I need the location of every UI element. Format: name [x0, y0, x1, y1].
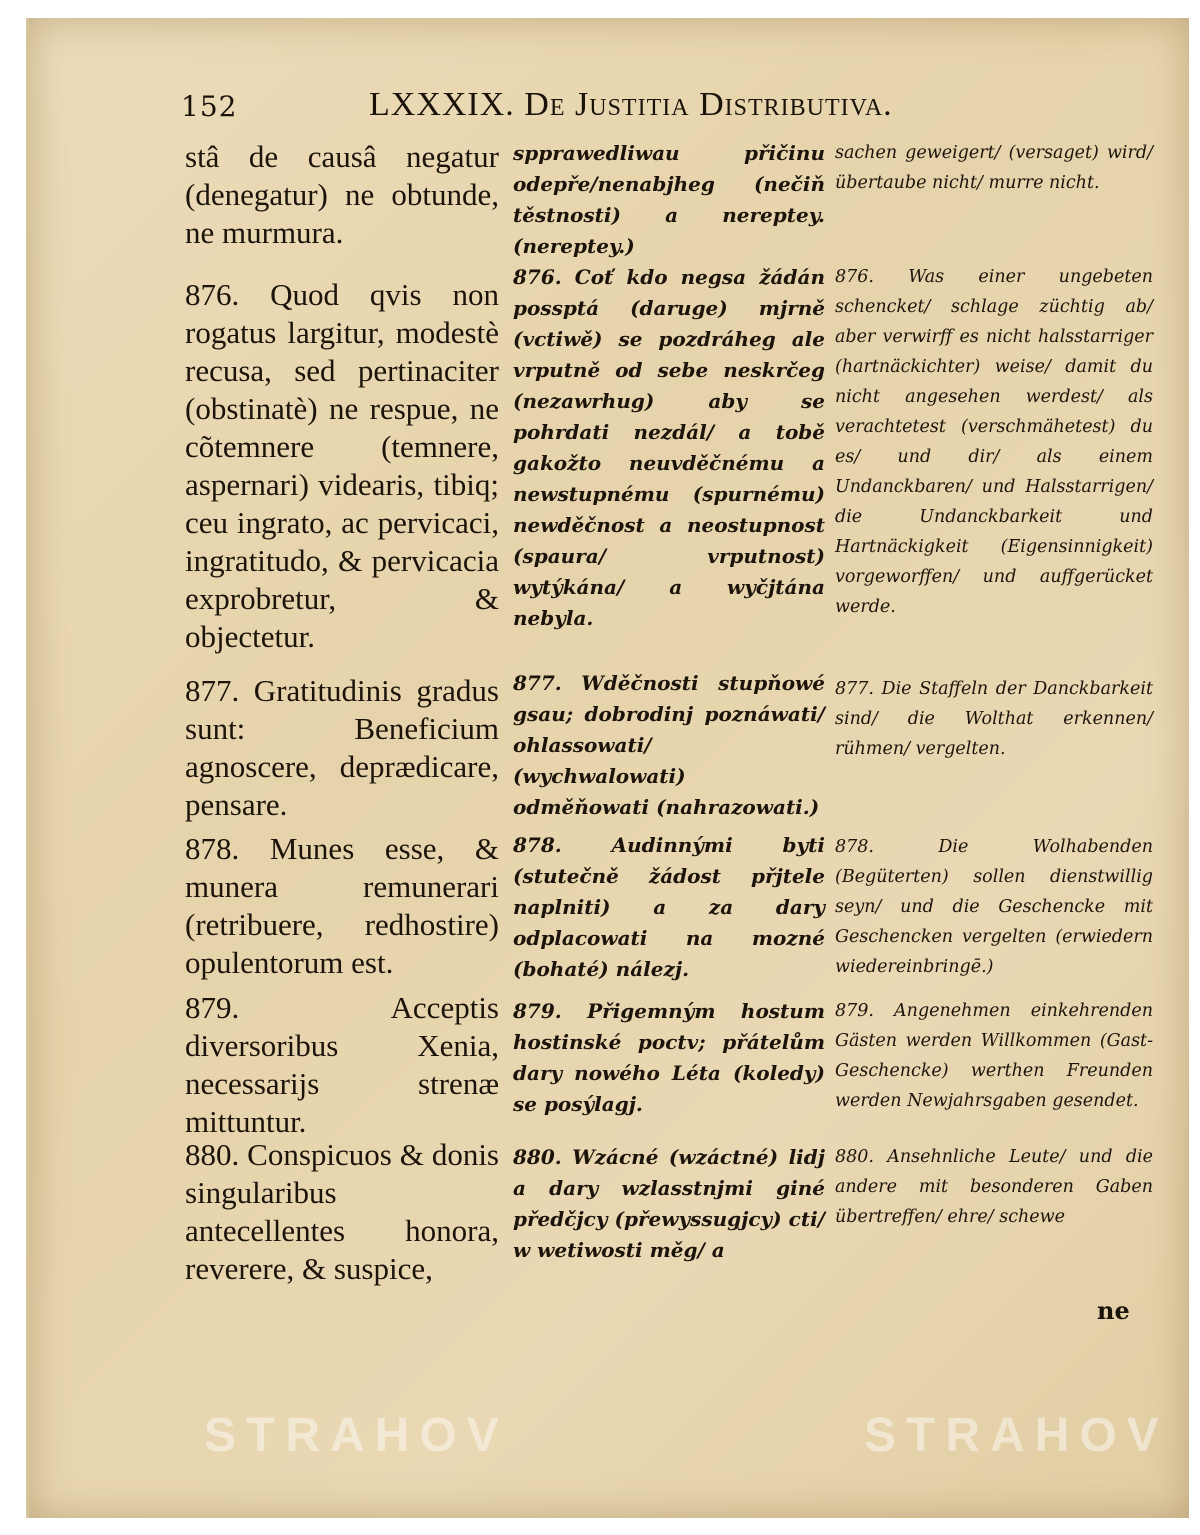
czech-878: 878. Audinnými byti (stutečně žádost přjtele naplniti) a za dary odplacowati na mozné (bohaté) nálezj. — [513, 833, 825, 981]
latin-879: 879. Acceptis diversoribus Xenia, necessarijs strenæ mittuntur. — [185, 990, 499, 1139]
czech-877: 877. Wděčnosti stupňowé gsau; dobrodinj poznáwati/ ohlassowati/ (wychwalowati) odměňowati (nahrazowati.) — [513, 671, 825, 819]
czech-880: 880. Wzácné (wzáctné) lidj a dary wzlasstnjmi giné předčjcy (přewyssugjcy) cti/ w wetiwosti měg/ a — [513, 1145, 825, 1262]
german-876: 876. Was einer ungebeten schencket/ schlage züchtig ab/ aber verwirff es nicht halsstarriger (hartnäckichter) weise/ damit du nicht angesehen werdest/ als verachtetest (verschmähetest) du es/ und dir/ als einem Undanckbaren/ und Halsstarrigen/ die Undanckbarkeit und Hartnäckigkeit (Eigensinnigkeit) vorgeworffen/ und auffgerücket werde. — [835, 267, 1153, 617]
latin-875-continued: stâ de causâ negatur (denegatur) ne obtunde, ne murmura. — [185, 139, 499, 250]
page-header — [29, 86, 1189, 140]
czech-876: 876. Coť kdo negsa žádán possptá (daruge) mjrně (vctiwě) se pozdráheg ale vrputně od sebe neskrčeg (nezawrhug) aby se pohrdati nezdál/ a tobě gakožto neuvděčnému a newstupnému (spurnému) newděčnost a neostupnost (spaura/ vrputnost) wytýkána/ a wyčjtána nebyla. — [513, 265, 825, 630]
german-877: 877. Die Staffeln der Danckbarkeit sind/ die Wolthat erkennen/ rühmen/ vergelten. — [835, 679, 1153, 759]
czech-875-continued: spprawedliwau přičinu odepře/nenabjheg (nečiň těstnosti) a nereptey. (nereptey.) — [513, 141, 825, 258]
latin-876: 876. Quod qvis non rogatus largitur, modestè recusa, sed pertinaciter (obstinatè) ne respue, ne cõtemnere (temnere, aspernari) videaris, tibiq; ceu ingrato, ac pervicaci, ingratitudo, & pervicacia exprobretur, & objectetur. — [185, 277, 499, 654]
latin-878: 878. Munes esse, & munera remunerari (retribuere, redhostire) opulentorum est. — [185, 831, 499, 980]
german-879: 879. Angenehmen einkehrenden Gästen werden Willkommen (Gast-Geschencke) werthen Freunden werden Newjahrsgaben gesendet. — [835, 1001, 1153, 1111]
latin-877: 877. Gratitudinis gradus sunt: Beneficium agnoscere, deprædicare, pensare. — [185, 673, 499, 822]
german-880: 880. Ansehnliche Leute/ und die andere mit besonderen Gaben übertreffen/ ehre/ schewe — [835, 1147, 1153, 1227]
german-878: 878. Die Wolhabenden (Begüterten) sollen dienstwillig seyn/ und die Geschencke mit Geschencken vergelten (erwiedern wiedereinbringē.) — [835, 837, 1153, 977]
watermark-left: STRAHOV — [204, 1409, 509, 1462]
watermark-right: STRAHOV — [864, 1409, 1169, 1462]
page-number: 152 — [181, 90, 238, 123]
german-875-continued: sachen geweigert/ (versaget) wird/ übertaube nicht/ murre nicht. — [835, 143, 1153, 193]
running-title: LXXXIX. De Justitia Distributiva. — [369, 86, 893, 123]
catchword: ne — [1097, 1296, 1130, 1325]
book-page — [26, 18, 1189, 1518]
latin-880: 880. Conspicuos & donis singularibus antecellentes honora, reverere, & suspice, — [185, 1137, 499, 1286]
czech-879: 879. Přigemným hostum hostinské poctv; přátelům dary nowého Léta (koledy) se posýlagj. — [513, 999, 825, 1116]
